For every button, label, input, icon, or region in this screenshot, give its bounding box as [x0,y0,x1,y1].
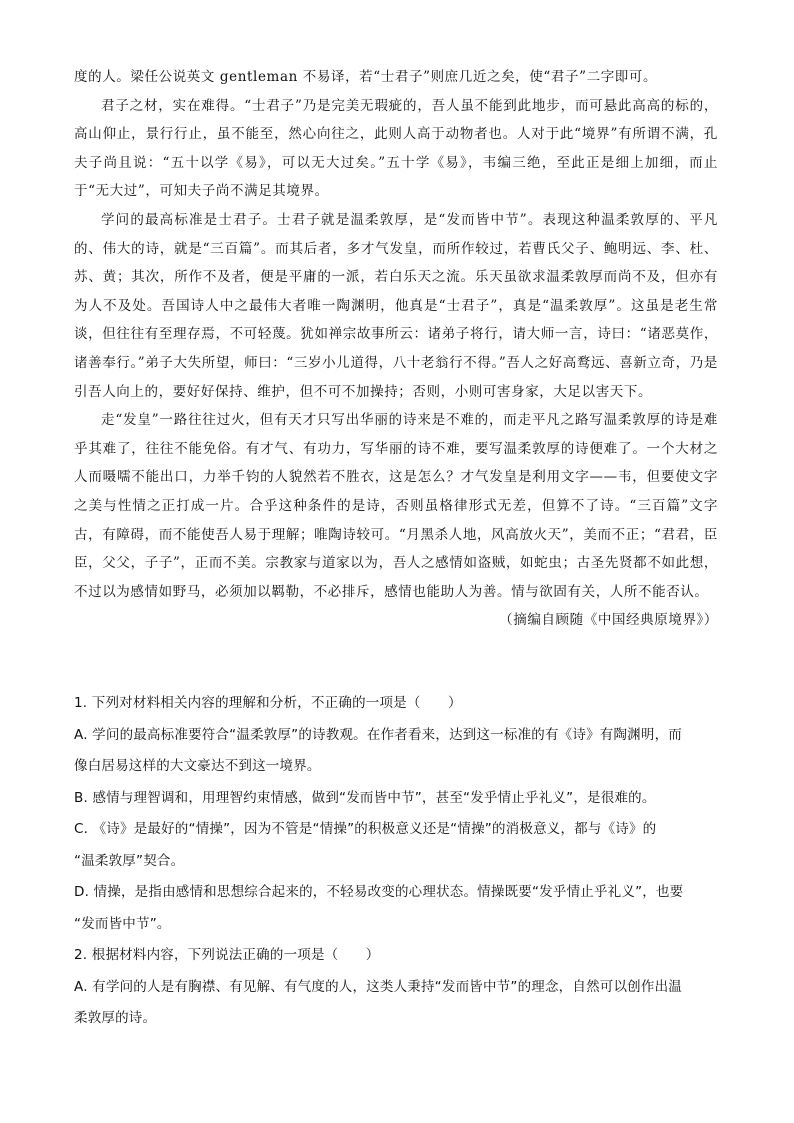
question-1-option-d: D. 情操，是指由感情和思想综合起来的，不轻易改变的心理状态。情操既要“发乎情止乎礼义”，也要 [74,884,684,900]
passage-paragraph-continued: 度的人。梁任公说英文 gentleman 不易译，若“士君子”则庶几近之矣，使“君子”二字即可。 [74,69,658,85]
question-1-option-c-continued: “温柔敦厚”契合。 [74,852,185,869]
question-1-option-c: C. 《诗》是最好的“情操”，因为不管是“情操”的积极意义还是“情操”的消极意义，都与《诗》的 [74,821,657,837]
question-1-option-d-continued: “发而皆中节”。 [74,915,171,932]
question-1-option-a: A. 学问的最高标准要符合“温柔敦厚”的诗教观。在作者看来，达到这一标准的有《诗》有陶渊明，而 [74,726,682,743]
question-2-option-a-continued: 柔敦厚的诗。 [74,1010,157,1026]
passage-paragraph-3: 走“发皇”一路往往过火，但有天才只写出华丽的诗来是不难的，而走平凡之路写温柔敦厚的诗是难乎其难了，往往不能免俗。有才气、有功力，写华丽的诗不难，要写温柔敦厚的诗便难了。一个大材之人而嗫嚅不能出口，力举千钧的人貌然若不胜衣，这是怎么？才气发皇是利用文字——韦，但要使文字之美与性情之正打成一片。合乎这种条件的是诗，否则虽格律形式无差，但算不了诗。“三百篇”文字古，有障碍，而不能使吾人易于理解；唯陶诗较可。“月黑杀人地，风高放火天”，美而不正；“君君，臣臣，父父，子子”，正而不美。宗教家与道家以为，吾人之感情如盗贼，如蛇虫；古圣先贤都不如此想，不过以为感情如野马，必须加以羁勒，不必排斥，感情也能助人为善。情与欲固有关，人所不能否认。 [74,412,718,600]
question-2-stem: 2. 根据材料内容，下列说法正确的一项是（ ） [74,947,380,963]
question-1-option-b: B. 感情与理智调和，用理智约束情感，做到“发而皆中节”，甚至“发乎情止乎礼义”，是很难的。 [74,789,656,806]
passage-paragraph-2: 学问的最高标准是士君子。士君子就是温柔敦厚，是“发而皆中节”。表现这种温柔敦厚的、平凡的、伟大的诗，就是“三百篇”。而其后者，多才气发皇，而所作较过，若曹氏父子、鲍明远、李、杜、苏、黄；其次，所作不及者，便是平庸的一派，若白乐天之流。乐天虽欲求温柔敦厚而尚不及，但亦有为人不及处。吾国诗人中之最伟大者唯一陶渊明，他真是“士君子”，真是“温柔敦厚”。这虽是老生常谈，但往往有至理存焉，不可轻蔑。犹如禅宗故事所云：诸弟子将行，请大师一言，诗曰：“诸恶莫作，诸善奉行。”弟子大失所望，师曰：“三岁小儿道得，八十老翁行不得。”吾人之好高鹜远、喜新立奇，乃是引吾人向上的，要好好保持、维护，但不可不加操持；否则，小则可害身家，大足以害天下。 [74,211,718,400]
reading-passage [74,63,718,635]
question-1-option-a-continued: 像白居易这样的大文豪达不到这一境界。 [74,758,321,774]
passage-paragraph-1: 君子之材，实在难得。“士君子”乃是完美无瑕疵的，吾人虽不能到此地步，而可悬此高高的标的，高山仰止，景行行止，虽不能至，然心向往之，此则人高于动物者也。人对于此“境界”有所谓不满，孔夫子尚且说：“五十以学《易》，可以无大过矣。”五十学《易》，韦编三绝，至此正是细上加细，而止于“无大过”，可知夫子尚不满足其境界。 [74,97,718,200]
passage-source: （摘编自顾随《中国经典原境界》） [499,612,718,629]
question-2-option-a: A. 有学问的人是有胸襟、有见解、有气度的人，这类人秉持“发而皆中节”的理念，自然可以创作出温 [74,978,682,995]
question-section [74,688,722,1035]
question-1-stem: 1. 下列对材料相关内容的理解和分析，不正确的一项是（ ） [74,695,462,711]
